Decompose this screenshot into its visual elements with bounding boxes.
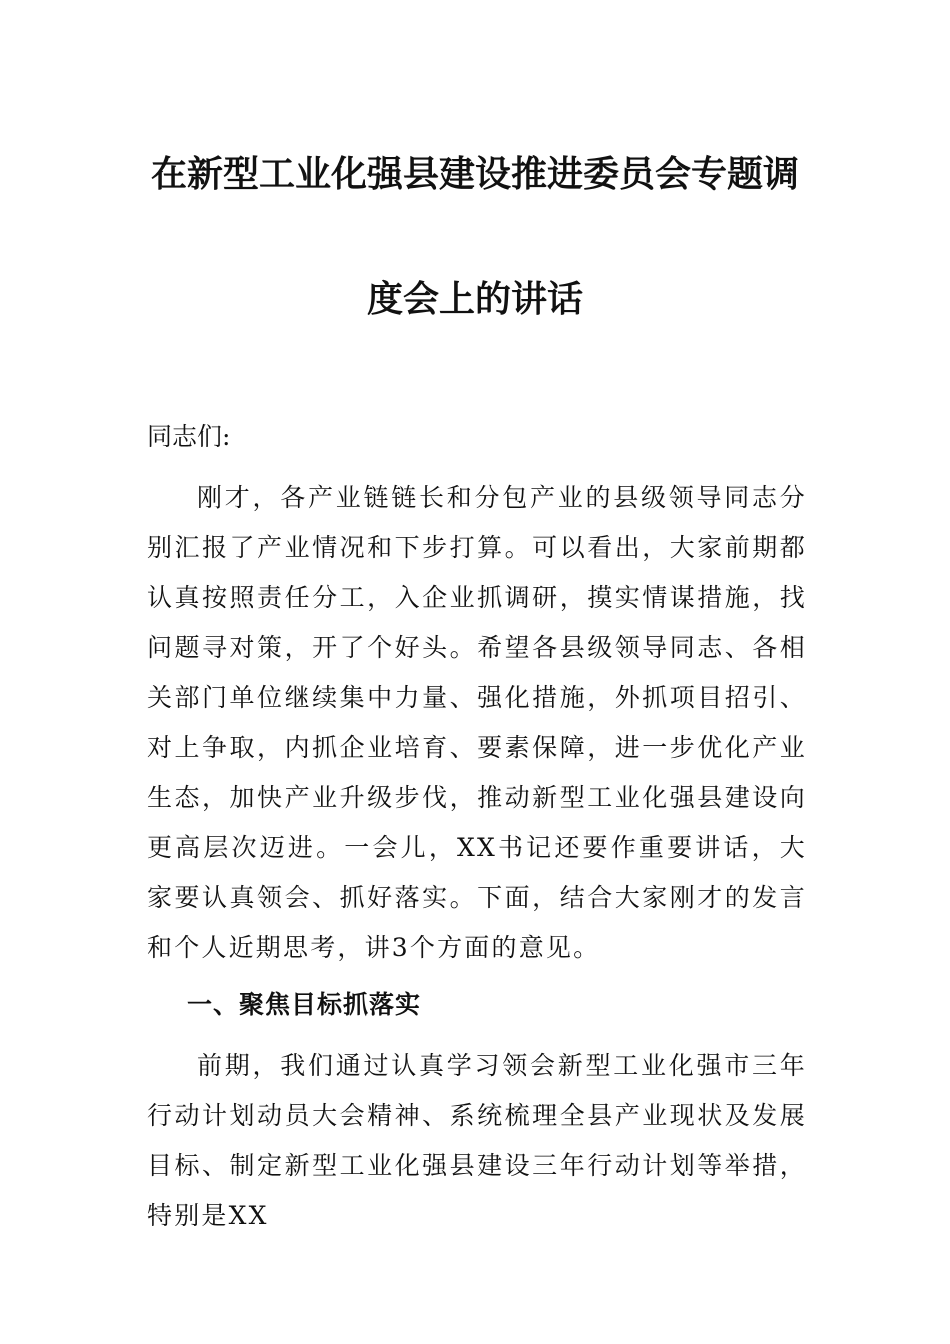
paragraph-2: 前期，我们通过认真学习领会新型工业化强市三年行动计划动员大会精神、系统梳理全县产业现状及发展目标、制定新型工业化强县建设三年行动计划等举措，特别是XX — [147, 1051, 807, 1230]
section-heading-1: 一、聚焦目标抓落实 — [187, 990, 422, 1019]
document-title-line-2: 度会上的讲话 — [366, 278, 583, 320]
paragraph-1: 刚才，各产业链链长和分包产业的县级领导同志分别汇报了产业情况和下步打算。可以看出，大家前期都认真按照责任分工，入企业抓调研，摸实情谋措施，找问题寻对策，开了个好头。希望各县级领导同志、各相关部门单位继续集中力量、强化措施，外抓项目招引、对上争取，内抓企业培育、要素保障，进一步优化产业生态，加快产业升级步伐，推动新型工业化强县建设向更高层次迈进。一会儿，XX书记还要作重要讲话，大家要认真领会、抓好落实。下面，结合大家刚才的发言和个人近期思考，讲3个方面的意见。 — [147, 483, 807, 962]
document-title-line-1: 在新型工业化强县建设推进委员会专题调 — [150, 153, 799, 195]
salutation: 同志们: — [147, 422, 231, 451]
